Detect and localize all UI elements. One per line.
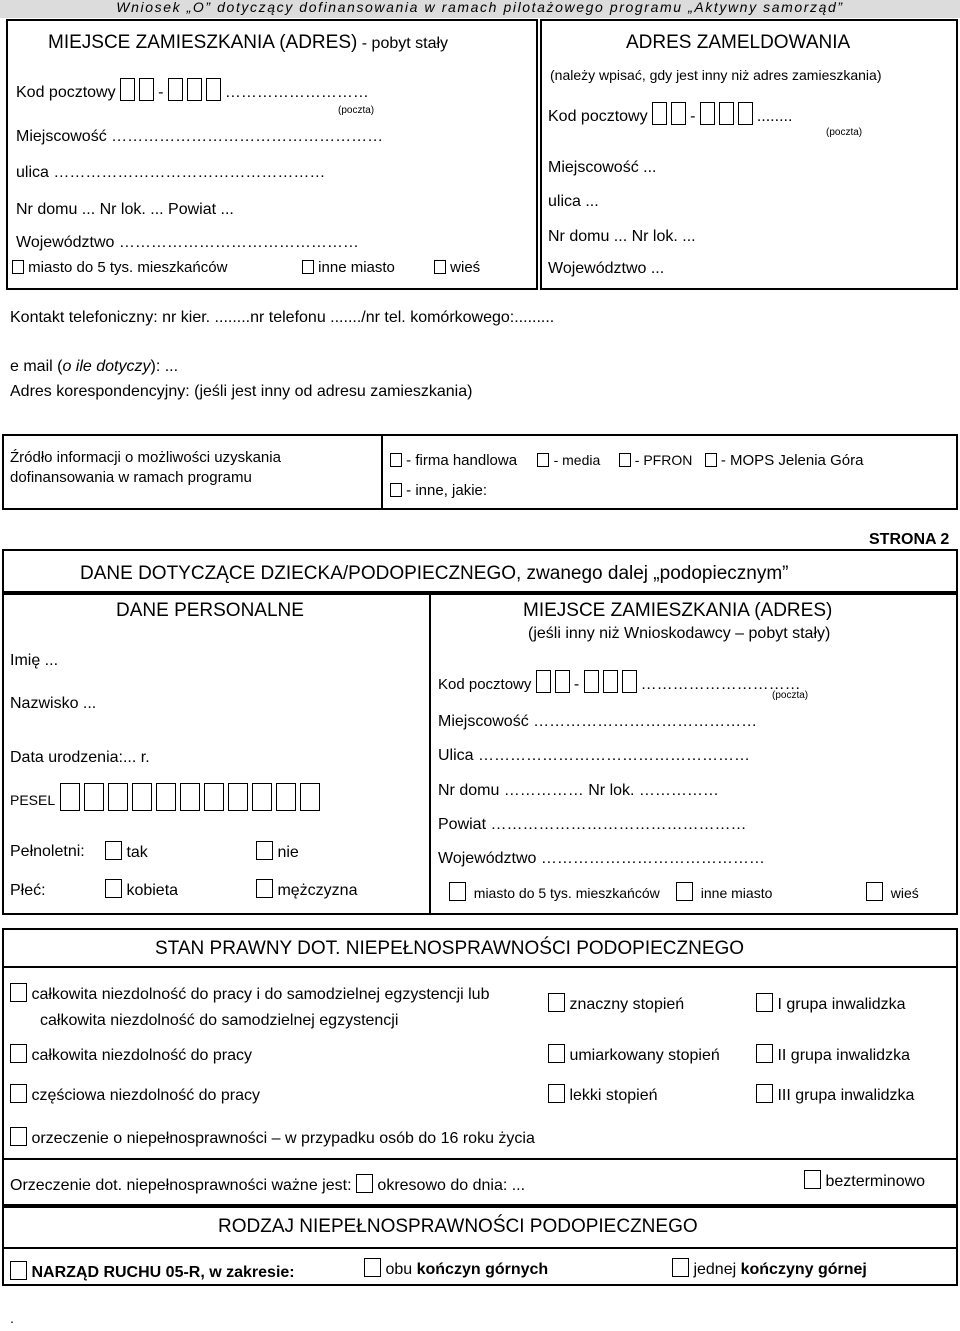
checkbox-group-1[interactable]: [756, 993, 773, 1012]
legal-r1-mid: znaczny stopień: [548, 993, 684, 1014]
checkbox-mops[interactable]: [705, 453, 717, 467]
checkbox-group-3[interactable]: [756, 1084, 773, 1103]
legal-r1-right: I grupa inwalidzka: [756, 993, 906, 1014]
child-title: DANE DOTYCZĄCE DZIECKA/PODOPIECZNEGO, zwanego dalej „podopiecznym”: [80, 563, 789, 584]
residence-type-city: inne miasto: [302, 259, 395, 276]
sex-male: mężczyzna: [256, 879, 357, 900]
birth-date-field[interactable]: Data urodzenia:... r.: [10, 749, 150, 766]
source-label-2: dofinansowania w ramach programu: [10, 469, 252, 486]
legal-r1-left: całkowita niezdolność do pracy i do samodzielnej egzystencji lub: [10, 983, 489, 1004]
email-line[interactable]: e mail (o ile dotyczy): ...: [10, 358, 179, 375]
kind-title: RODZAJ NIEPEŁNOSPRAWNOŚCI PODOPIECZNEGO: [218, 1216, 698, 1237]
legal-title-rule: [2, 966, 958, 968]
child-postal-code-field[interactable]: -: [536, 676, 641, 693]
checkbox-validity-permanent[interactable]: [804, 1170, 821, 1189]
residence-title: MIEJSCE ZAMIESZKANIA (ADRES) - pobyt stały: [48, 32, 449, 53]
checkbox-male[interactable]: [256, 879, 273, 898]
registered-title: ADRES ZAMELDOWANIA: [626, 32, 851, 53]
child-house[interactable]: Nr domu …………… Nr lok. ……………: [438, 782, 719, 799]
residence-locality-type: miasto do 5 tys. mieszkańców: [12, 259, 227, 276]
child-type-city: inne miasto: [676, 882, 772, 901]
checkbox-severe-degree[interactable]: [548, 993, 565, 1012]
checkbox-pfron[interactable]: [619, 453, 631, 467]
child-street[interactable]: Ulica ……………………………………………: [438, 747, 751, 764]
legal-r2-mid: umiarkowany stopień: [548, 1044, 720, 1065]
checkbox-validity-temporary[interactable]: [356, 1174, 373, 1193]
registered-house[interactable]: Nr domu ... Nr lok. ...: [548, 228, 696, 245]
validity-row: Orzeczenie dot. niepełnosprawności ważne jest: okresowo do dnia: ...: [10, 1174, 525, 1195]
checkbox-other-source[interactable]: [390, 483, 402, 497]
postal-code-field[interactable]: -: [120, 84, 225, 101]
checkbox-village[interactable]: [434, 260, 446, 274]
residence-city[interactable]: Miejscowość ……………………………………………: [16, 128, 384, 145]
legal-r4: orzeczenie o niepełnosprawności – w przypadku osób do 16 roku życia: [10, 1127, 535, 1148]
checkbox-child-other-city[interactable]: [676, 882, 693, 901]
residence-postal-row: Kod pocztowy - ………………………: [16, 78, 369, 102]
checkbox-group-2[interactable]: [756, 1044, 773, 1063]
child-voivodeship[interactable]: Województwo ……………………………………: [438, 850, 765, 867]
phone-line[interactable]: Kontakt telefoniczny: nr kier. ........nr telefonu ......./nr tel. komórkowego:.........: [10, 309, 555, 326]
checkbox-female[interactable]: [105, 879, 122, 898]
residence-voivodeship[interactable]: Województwo ………………………………………: [16, 234, 359, 251]
checkbox-child-small-town[interactable]: [449, 882, 466, 901]
legal-r2-left: całkowita niezdolność do pracy: [10, 1044, 252, 1065]
checkbox-one-upper-limb[interactable]: [672, 1258, 689, 1277]
document-header: Wniosek „O” dotyczący dofinansowania w ramach pilotażowego programu „Aktywny samorząd”: [0, 0, 960, 18]
child-type-small: miasto do 5 tys. mieszkańców: [449, 882, 660, 901]
checkbox-small-town[interactable]: [12, 260, 24, 274]
residence-street[interactable]: ulica ……………………………………………: [16, 164, 326, 181]
registered-note: (należy wpisać, gdy jest inny niż adres zamieszkania): [550, 67, 882, 83]
child-data-divider: [429, 593, 431, 915]
validity-rule: [2, 1158, 958, 1160]
source-other-row: - inne, jakie:: [390, 482, 487, 499]
kind-title-rule: [2, 1247, 958, 1249]
checkbox-other-city[interactable]: [302, 260, 314, 274]
adult-label: Pełnoletni:: [10, 843, 85, 860]
last-name-field[interactable]: Nazwisko ...: [10, 695, 97, 712]
checkbox-disability-certificate[interactable]: [10, 1127, 27, 1146]
page-label: STRONA 2: [869, 531, 950, 548]
child-residence-title: MIEJSCE ZAMIESZKANIA (ADRES): [523, 600, 833, 621]
child-residence-note: (jeśli inny niż Wnioskodawcy – pobyt stały): [528, 625, 831, 642]
adult-yes: tak: [105, 841, 148, 862]
personal-title: DANE PERSONALNE: [116, 600, 304, 621]
legal-title: STAN PRAWNY DOT. NIEPEŁNOSPRAWNOŚCI PODOPIECZNEGO: [155, 938, 745, 959]
child-type-village: wieś: [866, 882, 919, 901]
validity-permanent: bezterminowo: [804, 1170, 925, 1191]
adult-no: nie: [256, 841, 299, 862]
residence-house[interactable]: Nr domu ... Nr lok. ... Powiat ...: [16, 201, 234, 218]
legal-r3-right: III grupa inwalidzka: [756, 1084, 914, 1105]
checkbox-partial-incapacity[interactable]: [10, 1084, 27, 1103]
residence-type-village: wieś: [434, 259, 480, 276]
pesel-field[interactable]: [60, 792, 324, 809]
source-divider: [381, 434, 383, 510]
checkbox-trade[interactable]: [390, 453, 402, 467]
checkbox-light-degree[interactable]: [548, 1084, 565, 1103]
kind-opt3: jednej kończyny górnej: [672, 1258, 867, 1279]
child-postal-row: Kod pocztowy - …………………………: [438, 670, 801, 694]
child-county[interactable]: Powiat …………………………………………: [438, 816, 747, 833]
registered-postal-row: Kod pocztowy - ........: [548, 102, 792, 126]
legal-r3-left: częściowa niezdolność do pracy: [10, 1084, 260, 1105]
kind-opt1: NARZĄD RUCHU 05-R, w zakresie:: [10, 1261, 295, 1282]
checkbox-child-village[interactable]: [866, 882, 883, 901]
source-options-row: - firma handlowa - media - PFRON - MOPS Jelenia Góra: [390, 452, 863, 469]
checkbox-total-incapacity-work[interactable]: [10, 1044, 27, 1063]
checkbox-media[interactable]: [537, 453, 549, 467]
checkbox-moderate-degree[interactable]: [548, 1044, 565, 1063]
registered-street[interactable]: ulica ...: [548, 193, 599, 210]
sex-label: Płeć:: [10, 882, 46, 899]
legal-r1-left-2: całkowita niezdolność do samodzielnej egzystencji: [40, 1012, 399, 1029]
checkbox-adult-no[interactable]: [256, 841, 273, 860]
source-label-1: Źródło informacji o możliwości uzyskania: [10, 449, 281, 466]
child-city[interactable]: Miejscowość ……………………………………: [438, 713, 758, 730]
checkbox-total-incapacity-existence[interactable]: [10, 983, 27, 1002]
sex-female: kobieta: [105, 879, 178, 900]
legal-box: [2, 928, 958, 1206]
registered-voivodeship[interactable]: Województwo ...: [548, 260, 665, 277]
poczta-label: (poczta): [338, 105, 375, 116]
registered-box: [540, 19, 958, 290]
first-name-field[interactable]: Imię ...: [10, 652, 59, 669]
correspondence-line: Adres korespondencyjny: (jeśli jest inny od adresu zamieszkania): [10, 383, 473, 400]
registered-postal-code-field[interactable]: -: [652, 108, 757, 125]
kind-opt2: obu kończyn górnych: [364, 1258, 548, 1279]
checkbox-both-upper-limbs[interactable]: [364, 1258, 381, 1277]
legal-r2-right: II grupa inwalidzka: [756, 1044, 910, 1065]
checkbox-locomotor[interactable]: [10, 1261, 27, 1280]
checkbox-adult-yes[interactable]: [105, 841, 122, 860]
registered-city[interactable]: Miejscowość ...: [548, 159, 657, 176]
legal-r3-mid: lekki stopień: [548, 1084, 658, 1105]
pesel-row: PESEL: [10, 783, 324, 811]
registered-poczta-label: (poczta): [826, 127, 863, 138]
footer-mark: .: [10, 1310, 14, 1326]
child-poczta-label: (poczta): [772, 690, 809, 701]
